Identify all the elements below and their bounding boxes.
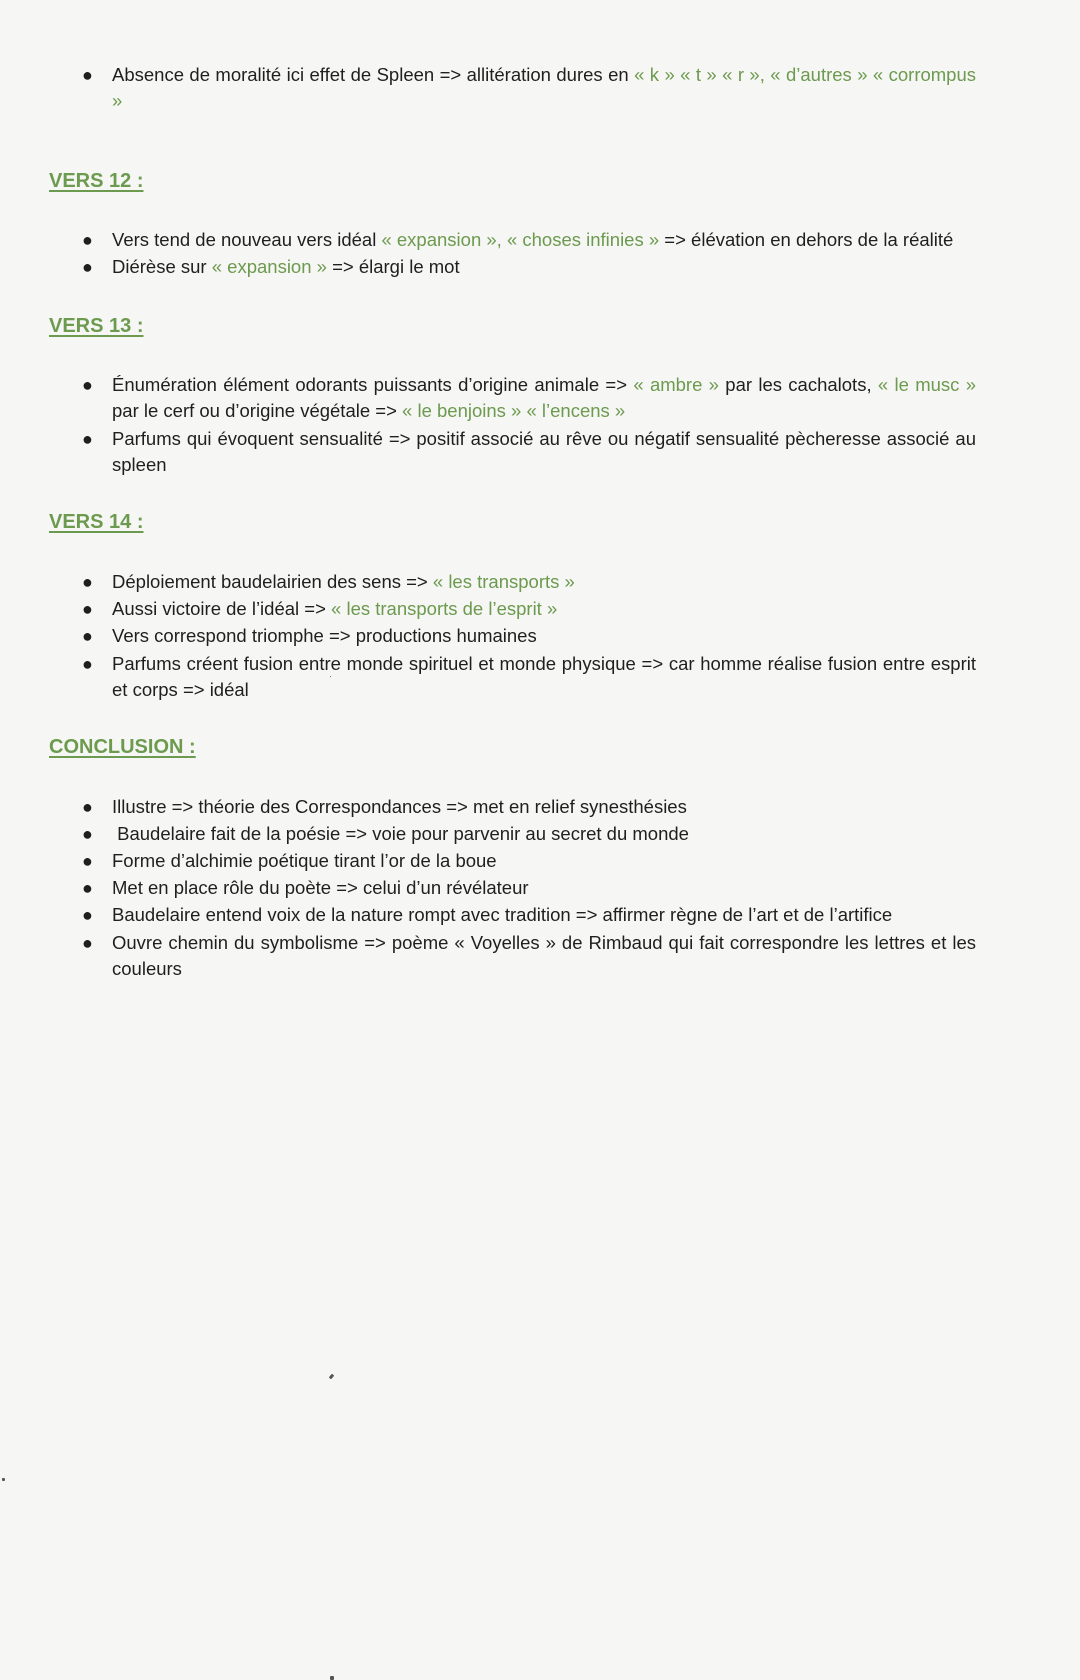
list-item: ● Déploiement baudelairien des sens => « les transports » [112,569,976,595]
bullet-icon: ● [82,878,93,898]
list-item: ● Illustre => théorie des Correspondances => met en relief synesthésies [112,794,976,820]
list-item: ● Vers tend de nouveau vers idéal « expansion », « choses infinies » => élévation en dehors de la réalité [112,227,976,253]
list-item: ● Forme d’alchimie poétique tirant l’or de la boue [112,848,976,874]
list-item: ● Ouvre chemin du symbolisme => poème « Voyelles » de Rimbaud qui fait correspondre les lettres et les couleurs [82,932,976,979]
section-heading-vers-12: VERS 12 : [49,170,144,192]
list-item [82,62,977,114]
bullet-icon: ● [82,599,93,619]
bullet-icon: ● [82,257,93,277]
scan-speck [330,676,331,677]
bullet-icon: ● [82,824,93,844]
bullet-icon: ● [82,851,93,871]
section-heading-vers-14: VERS 14 : [49,511,144,533]
scan-speck [330,1676,334,1680]
bullet-icon: ● [82,905,93,925]
bullet-icon: ● [82,65,93,85]
list-item: ● Diérèse sur « expansion » => élargi le mot [112,254,976,280]
section-heading-vers-13: VERS 13 : [49,315,144,337]
list-item: ● Met en place rôle du poète => celui d’un révélateur [112,875,976,901]
bullet-icon: ● [82,572,93,592]
list-item: ● Vers correspond triomphe => productions humaines [112,623,976,649]
bullet-icon: ● [82,429,93,449]
list-item: ● Parfums qui évoquent sensualité => positif associé au rêve ou négatif sensualité pècheresse associé au spleen [82,428,976,475]
list-item: ● Énumération élément odorants puissants d’origine animale => « ambre » par les cachalots, « le musc » par le cerf ou d’origine végétale => « le benjoins » « l’encens » [82,374,977,421]
bullet-icon: ● [82,626,93,646]
item-text: Absence de moralité ici effet de Spleen => allitération dures en « k » « t » « r », « d’autres » « corrompus » [112,64,977,111]
list-item: ● Parfums créent fusion entre monde spirituel et monde physique => car homme réalise fusion entre esprit et corps => idéal [82,653,976,700]
bullet-icon: ● [82,654,93,674]
bullet-icon: ● [82,230,93,250]
bullet-icon: ● [82,375,93,395]
list-item: ● Baudelaire entend voix de la nature rompt avec tradition => affirmer règne de l’art et de l’artifice [112,902,976,928]
bullet-icon: ● [82,797,93,817]
list-item: ● Aussi victoire de l’idéal => « les transports de l’esprit » [112,596,976,622]
scan-speck [2,1478,5,1481]
scan-speck [329,1374,335,1380]
list-item: ● Baudelaire fait de la poésie => voie pour parvenir au secret du monde [112,821,976,847]
section-heading-conclusion: CONCLUSION : [49,736,196,758]
bullet-icon: ● [82,933,93,953]
